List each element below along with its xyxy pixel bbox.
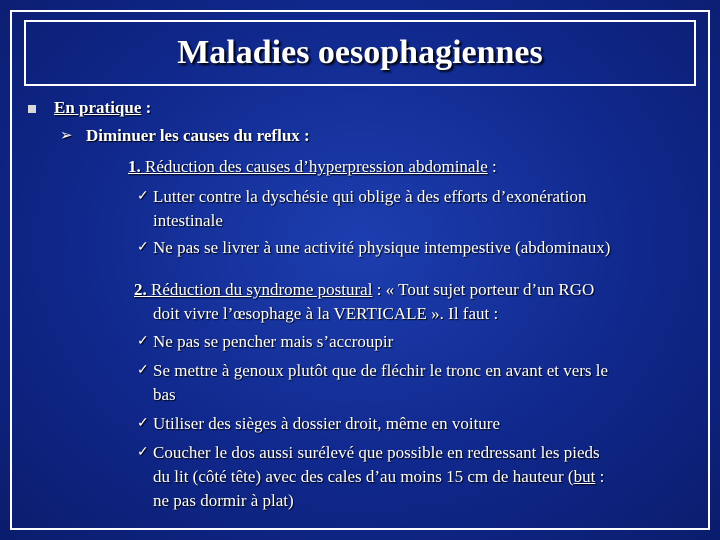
section1-heading-underlined: [128, 157, 488, 176]
level1-suffix: :: [141, 98, 152, 117]
level1-label: En pratique: [54, 98, 142, 117]
section2-intro-line-1: [134, 278, 594, 302]
section1-item-1-line-1: Lutter contre la dyschésie qui oblige à des efforts d’exonération: [153, 187, 587, 206]
check-bullet-icon: ✓: [137, 189, 149, 204]
section2-number: 2.: [134, 280, 147, 299]
section2-intro-line-2: doit vivre l’œsophage à la VERTICALE ». Il faut :: [153, 304, 499, 323]
section2-item-1: Ne pas se pencher mais s’accroupir: [153, 332, 394, 351]
section2-intro-rest: : « Tout sujet porteur d’un RGO: [372, 280, 595, 299]
section2-item-4-line-1: Coucher le dos aussi surélevé que possible en redressant les pieds: [153, 443, 600, 462]
section2-heading-text: Réduction du syndrome postural: [146, 280, 373, 299]
level2-heading: Diminuer les causes du reflux :: [86, 126, 310, 145]
section2-item-2-line-1: Se mettre à genoux plutôt que de fléchir le tronc en avant et vers le: [153, 361, 609, 380]
section2-heading-underlined: [134, 280, 372, 299]
section2-item-3: Utiliser des sièges à dossier droit, même en voiture: [153, 414, 500, 433]
section1-number: 1.: [128, 157, 141, 176]
check-bullet-icon: ✓: [137, 334, 149, 349]
section2-item-4-line-2-text: du lit (côté tête) avec des cales d’au moins 15 cm de hauteur (: [153, 467, 574, 486]
section1-heading-text: Réduction des causes d’hyperpression abdominale: [140, 157, 488, 176]
but-word: but: [573, 467, 596, 486]
section2-item-4-colon: :: [595, 467, 605, 486]
section2-item-4-line-2: [153, 465, 604, 489]
section1-item-2: Ne pas se livrer à une activité physique intempestive (abdominaux): [153, 238, 611, 257]
level1-heading: [54, 96, 151, 120]
section1-suffix: :: [487, 157, 497, 176]
check-bullet-icon: ✓: [137, 416, 149, 431]
check-bullet-icon: ✓: [137, 240, 149, 255]
section1-item-1-line-2: intestinale: [153, 211, 223, 230]
section2-item-4-line-3: ne pas dormir à plat): [153, 491, 294, 510]
section2-item-2-line-2: bas: [153, 385, 176, 404]
arrow-bullet-icon: ➢: [60, 128, 73, 144]
check-bullet-icon: ✓: [137, 363, 149, 378]
check-bullet-icon: ✓: [137, 445, 149, 460]
square-bullet-icon: [28, 105, 36, 113]
section1-heading: [128, 155, 497, 179]
slide-title: Maladies oesophagiennes: [177, 34, 543, 71]
